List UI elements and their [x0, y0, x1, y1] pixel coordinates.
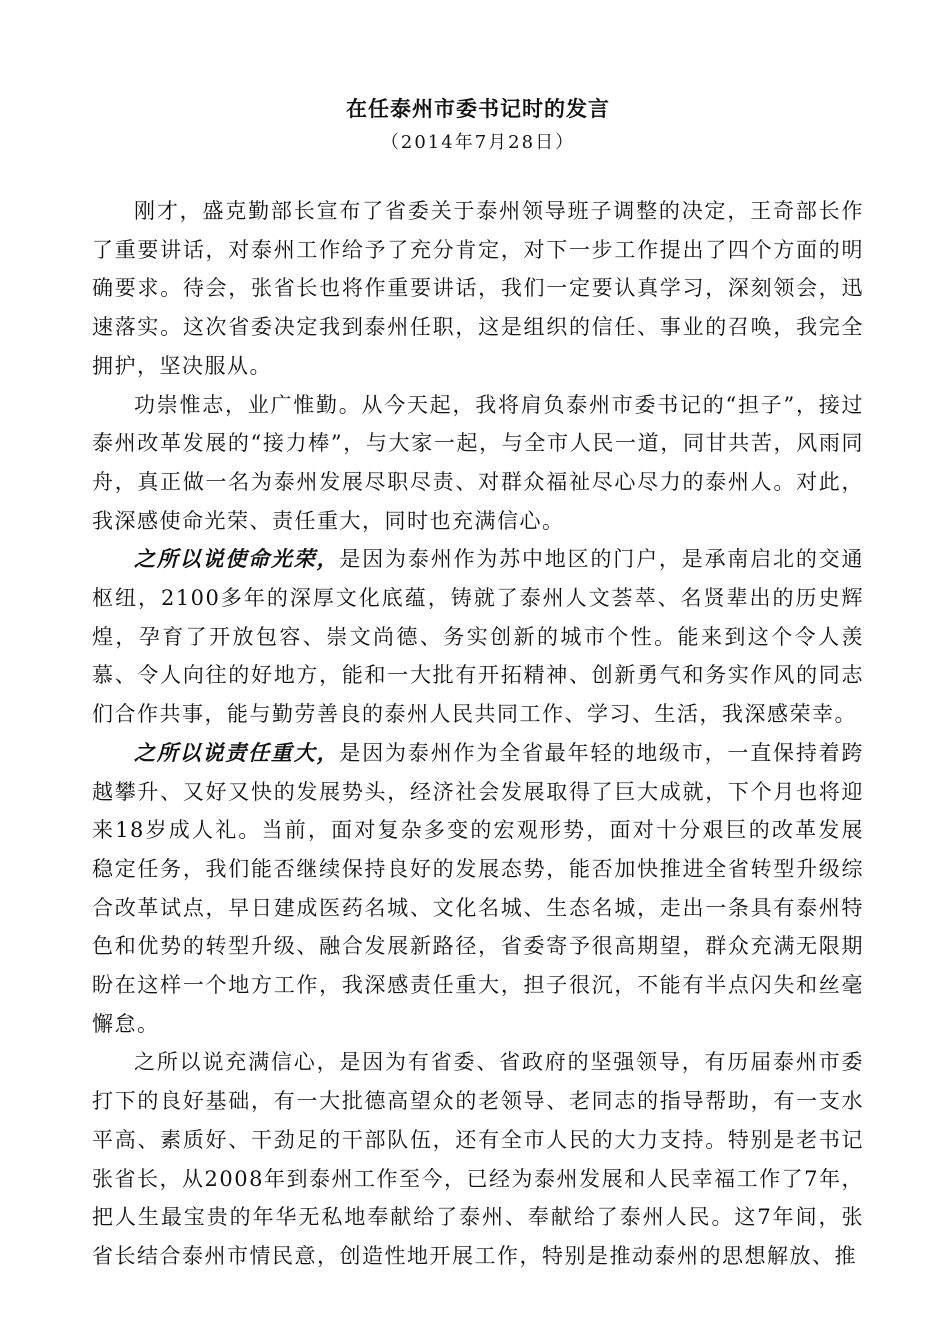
document-date: （2014年7月28日）	[380, 132, 576, 153]
paragraph	[92, 1043, 864, 1275]
paragraph	[92, 386, 864, 541]
document-page	[92, 92, 864, 1276]
paragraph	[92, 192, 864, 386]
paragraph-text: 是因为泰州作为全省最年轻的地级市，一直保持着跨越攀升、又好又快的发展势头，经济社会发展取得了巨大成就，下个月也将迎来18岁成人礼。当前，面对复杂多变的宏观形势，面对十分艰巨的改革发展稳定任务，我们能否继续保持良好的发展态势，能否加快推进全省转型升级综合改革试点，早日建成医药名城、文化名城、生态名城，走出一条具有泰州特色和优势的转型升级、融合发展新路径，省委寄予很高期望，群众充满无限期盼在这样一个地方工作，我深感责任重大，担子很沉，不能有半点闪失和丝毫懈怠。	[92, 740, 865, 1036]
paragraph-text: 是因为泰州作为苏中地区的门户，是承南启北的交通枢纽，2100多年的深厚文化底蕴，铸就了泰州人文荟萃、名贤辈出的历史辉煌，孕育了开放包容、崇文尚德、务实创新的城市个性。能来到这个令人羡慕、令人向往的好地方，能和一大批有开拓精神、创新勇气和务实作风的同志们合作共事，能与勤劳善良的泰州人民共同工作、学习、生活，我深感荣幸。	[92, 547, 865, 727]
paragraph-lead: 之所以说使命光荣，	[134, 546, 340, 572]
paragraph-text: 之所以说充满信心，是因为有省委、省政府的坚强领导，有历届泰州市委打下的良好基础，有一大批德高望众的老领导、老同志的指导帮助，有一支水平高、素质好、干劲足的干部队伍，还有全市人民的大力支持。特别是老书记张省长，从2008年到泰州工作至今，已经为泰州发展和人民幸福工作了7年，把人生最宝贵的年华无私地奉献给了泰州、奉献给了泰州人民。这7年间，张省长结合泰州市情民意，创造性地开展工作，特别是推动泰州的思想解放、推	[92, 1050, 864, 1268]
paragraph	[92, 540, 864, 734]
paragraph-lead: 之所以说责任重大，	[134, 739, 340, 765]
document-title: 在任泰州市委书记时的发言	[346, 96, 610, 121]
paragraph	[92, 734, 864, 1044]
paragraph-text: 刚才，盛克勤部长宣布了省委关于泰州领导班子调整的决定，王奇部长作了重要讲话，对泰州工作给予了充分肯定，对下一步工作提出了四个方面的明确要求。待会，张省长也将作重要讲话，我们一定要认真学习，深刻领会，迅速落实。这次省委决定我到泰州任职，这是组织的信任、事业的召唤，我完全拥护，坚决服从。	[92, 199, 864, 378]
paragraph-text: 功崇惟志，业广惟勤。从今天起，我将肩负泰州市委书记的“担子”，接过泰州改革发展的“接力棒”，与大家一起，与全市人民一道，同甘共苦，风雨同舟，真正做一名为泰州发展尽职尽责、对群众福祉尽心尽力的泰州人。对此，我深感使命光荣、责任重大，同时也充满信心。	[92, 392, 864, 533]
